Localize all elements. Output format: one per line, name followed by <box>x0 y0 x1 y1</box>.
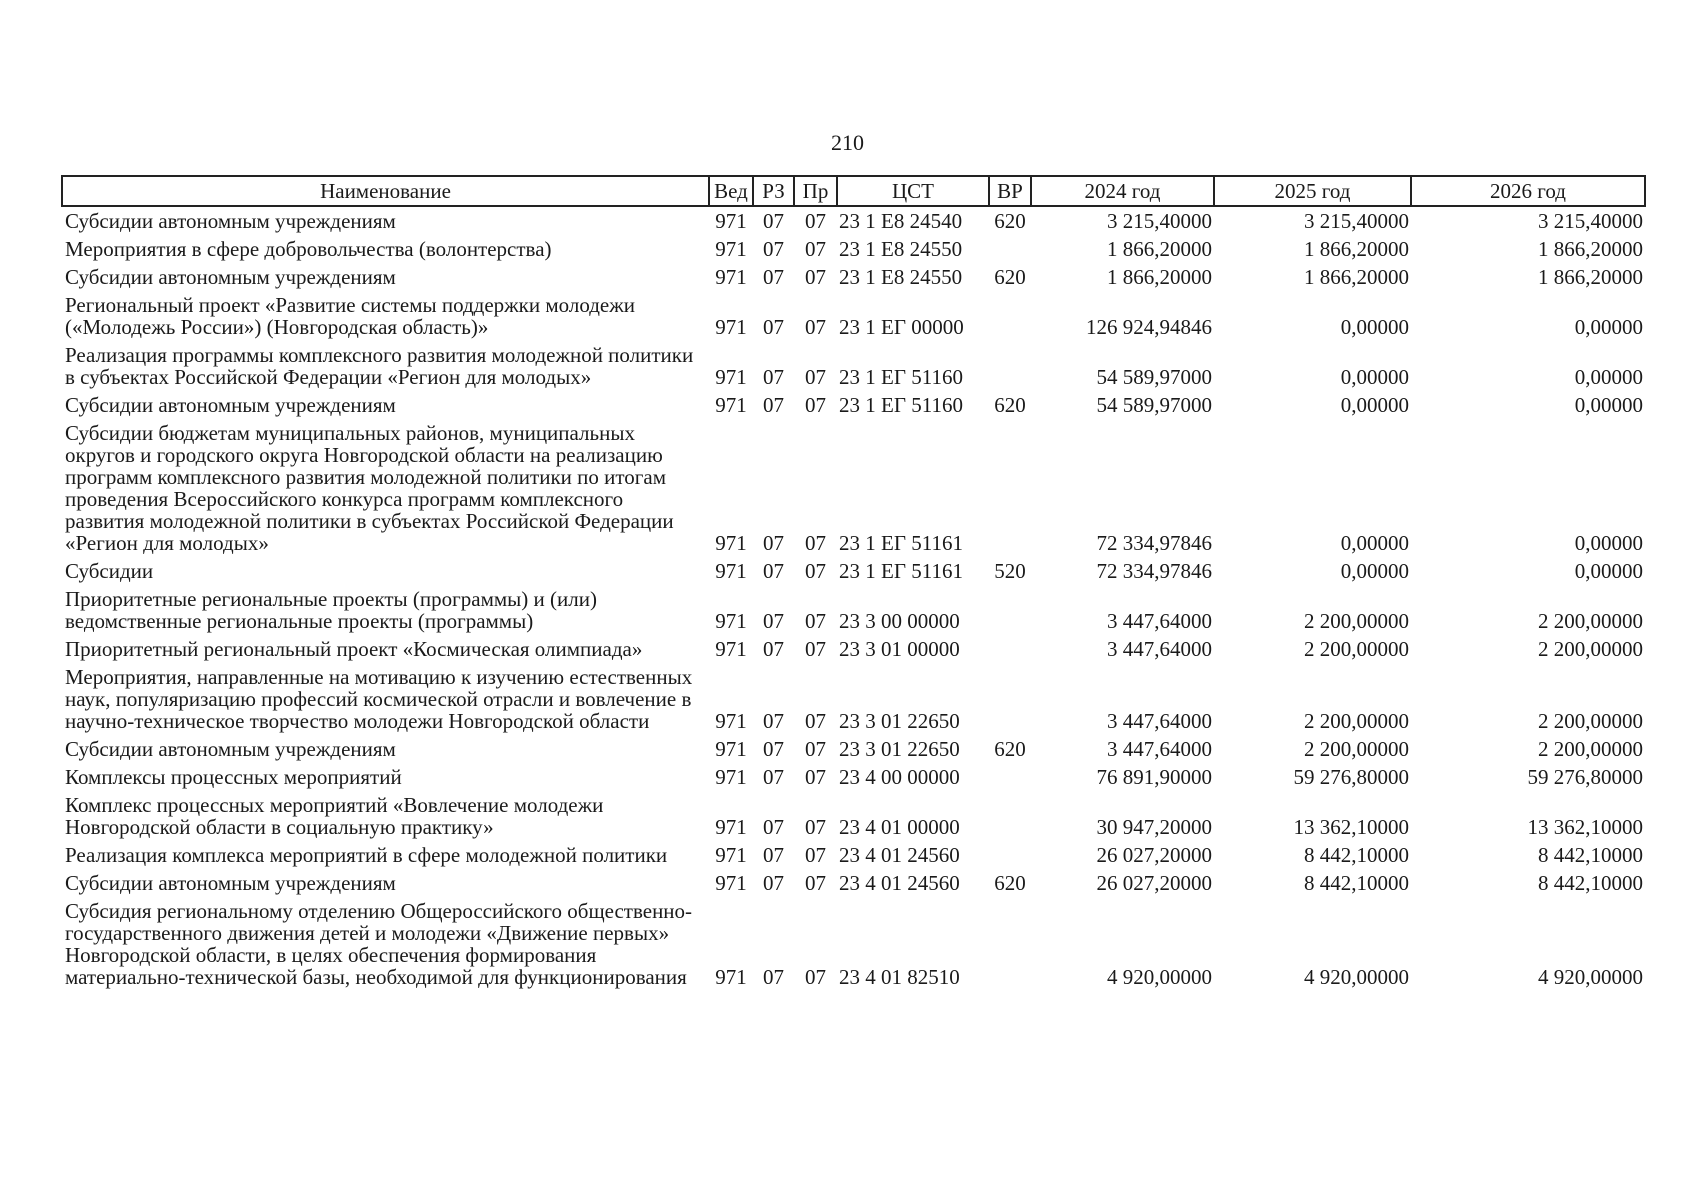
row-pr: 07 <box>805 637 826 661</box>
row-ved: 971 <box>715 237 747 261</box>
row-amount-2024: 3 215,40000 <box>1107 209 1212 233</box>
row-pr: 07 <box>805 815 826 839</box>
row-vr <box>989 791 1031 841</box>
table-row <box>62 735 1645 763</box>
row-vr: 620 <box>994 265 1026 289</box>
row-amount-2026: 4 920,00000 <box>1538 965 1643 989</box>
row-ved: 971 <box>715 315 747 339</box>
row-pr: 07 <box>805 365 826 389</box>
row-name: Субсидии автономным учреждениям <box>65 265 396 289</box>
row-cst: 23 3 01 00000 <box>839 637 960 661</box>
row-amount-2026: 3 215,40000 <box>1538 209 1643 233</box>
row-vr <box>989 663 1031 735</box>
row-vr <box>989 291 1031 341</box>
row-amount-2025: 2 200,00000 <box>1304 737 1409 761</box>
row-pr: 07 <box>805 965 826 989</box>
row-name: Мероприятия в сфере добровольчества (волонтерства) <box>65 237 552 261</box>
header-cst: ЦСТ <box>837 176 989 206</box>
row-cst: 23 4 01 24560 <box>839 871 960 895</box>
table-row <box>62 557 1645 585</box>
header-row <box>62 176 1645 206</box>
row-pr: 07 <box>805 559 826 583</box>
row-name: Региональный проект «Развитие системы поддержки молодежи («Молодежь России») (Новгородская область)» <box>65 293 636 339</box>
row-amount-2024: 30 947,20000 <box>1096 815 1212 839</box>
row-rz: 07 <box>763 843 784 867</box>
row-amount-2024: 4 920,00000 <box>1107 965 1212 989</box>
row-amount-2024: 3 447,64000 <box>1107 637 1212 661</box>
row-ved: 971 <box>715 559 747 583</box>
row-amount-2024: 54 589,97000 <box>1096 393 1212 417</box>
row-cst: 23 3 00 00000 <box>839 609 960 633</box>
header-name: Наименование <box>62 176 709 206</box>
row-amount-2026: 0,00000 <box>1574 559 1643 583</box>
row-amount-2026: 2 200,00000 <box>1538 737 1643 761</box>
row-amount-2025: 1 866,20000 <box>1304 237 1409 261</box>
row-ved: 971 <box>715 843 747 867</box>
row-rz: 07 <box>763 265 784 289</box>
row-amount-2024: 1 866,20000 <box>1107 237 1212 261</box>
row-cst: 23 4 00 00000 <box>839 765 960 789</box>
table-row <box>62 791 1645 841</box>
row-vr: 620 <box>994 209 1026 233</box>
row-amount-2024: 26 027,20000 <box>1096 871 1212 895</box>
header-2025: 2025 год <box>1214 176 1411 206</box>
row-vr: 620 <box>994 737 1026 761</box>
table-row <box>62 291 1645 341</box>
table-row <box>62 841 1645 869</box>
row-rz: 07 <box>763 637 784 661</box>
row-cst: 23 4 01 82510 <box>839 965 960 989</box>
row-vr <box>989 585 1031 635</box>
row-amount-2026: 2 200,00000 <box>1538 609 1643 633</box>
budget-table <box>61 175 1646 991</box>
row-rz: 07 <box>763 315 784 339</box>
table-row <box>62 419 1645 557</box>
row-rz: 07 <box>763 709 784 733</box>
row-amount-2026: 8 442,10000 <box>1538 843 1643 867</box>
row-name: Приоритетный региональный проект «Космическая олимпиада» <box>65 637 643 661</box>
row-amount-2026: 13 362,10000 <box>1527 815 1643 839</box>
row-vr <box>989 419 1031 557</box>
row-rz: 07 <box>763 609 784 633</box>
row-cst: 23 1 Е8 24540 <box>839 209 963 233</box>
row-name: Субсидии автономным учреждениям <box>65 393 396 417</box>
row-amount-2025: 8 442,10000 <box>1304 843 1409 867</box>
row-amount-2026: 8 442,10000 <box>1538 871 1643 895</box>
row-amount-2026: 0,00000 <box>1574 315 1643 339</box>
table-row <box>62 897 1645 991</box>
row-pr: 07 <box>805 393 826 417</box>
row-amount-2024: 3 447,64000 <box>1107 609 1212 633</box>
row-ved: 971 <box>715 265 747 289</box>
row-rz: 07 <box>763 393 784 417</box>
row-cst: 23 3 01 22650 <box>839 709 960 733</box>
row-amount-2024: 3 447,64000 <box>1107 709 1212 733</box>
row-rz: 07 <box>763 737 784 761</box>
row-vr <box>989 635 1031 663</box>
row-vr: 620 <box>994 393 1026 417</box>
table-body <box>62 206 1645 991</box>
row-rz: 07 <box>763 815 784 839</box>
row-amount-2026: 2 200,00000 <box>1538 709 1643 733</box>
row-pr: 07 <box>805 237 826 261</box>
row-vr <box>989 235 1031 263</box>
row-name: Субсидия региональному отделению Общероссийского общественно-государственного движения детей и молодежи «Движение первых» Новгородской области, в целях обеспечения формирования материально-технической базы, необходимой для функционирования <box>65 899 693 989</box>
row-pr: 07 <box>805 709 826 733</box>
row-ved: 971 <box>715 709 747 733</box>
row-amount-2024: 26 027,20000 <box>1096 843 1212 867</box>
row-rz: 07 <box>763 965 784 989</box>
header-2026: 2026 год <box>1411 176 1645 206</box>
header-pr: Пр <box>794 176 837 206</box>
row-ved: 971 <box>715 737 747 761</box>
table-row <box>62 391 1645 419</box>
row-pr: 07 <box>805 531 826 555</box>
row-amount-2025: 0,00000 <box>1340 559 1409 583</box>
row-ved: 971 <box>715 393 747 417</box>
row-pr: 07 <box>805 265 826 289</box>
page-number: 210 <box>831 130 864 155</box>
row-cst: 23 4 01 00000 <box>839 815 960 839</box>
row-rz: 07 <box>763 237 784 261</box>
row-amount-2026: 1 866,20000 <box>1538 265 1643 289</box>
row-pr: 07 <box>805 737 826 761</box>
row-amount-2024: 54 589,97000 <box>1096 365 1212 389</box>
row-pr: 07 <box>805 843 826 867</box>
row-vr: 620 <box>994 871 1026 895</box>
row-name: Реализация программы комплексного развития молодежной политики в субъектах Российской Федерации «Регион для молодых» <box>65 343 694 389</box>
table-row <box>62 263 1645 291</box>
table-row <box>62 763 1645 791</box>
row-amount-2024: 76 891,90000 <box>1096 765 1212 789</box>
row-ved: 971 <box>715 765 747 789</box>
row-vr <box>989 341 1031 391</box>
row-name: Комплекс процессных мероприятий «Вовлечение молодежи Новгородской области в социальную практику» <box>65 793 604 839</box>
row-ved: 971 <box>715 609 747 633</box>
row-rz: 07 <box>763 765 784 789</box>
row-amount-2025: 3 215,40000 <box>1304 209 1409 233</box>
row-amount-2025: 2 200,00000 <box>1304 709 1409 733</box>
row-name: Субсидии бюджетам муниципальных районов, муниципальных округов и городского округа Новгородской области на реализацию программ комплексного развития молодежной политики по итогам проведения Всероссийского конкурса программ комплексного развития молодежной политики в субъектах Российской Федерации «Регион для молодых» <box>65 421 674 555</box>
row-amount-2025: 0,00000 <box>1340 531 1409 555</box>
row-amount-2025: 2 200,00000 <box>1304 609 1409 633</box>
row-cst: 23 3 01 22650 <box>839 737 960 761</box>
row-name: Субсидии автономным учреждениям <box>65 209 396 233</box>
row-pr: 07 <box>805 209 826 233</box>
row-vr <box>989 897 1031 991</box>
table-header <box>62 176 1645 206</box>
row-ved: 971 <box>715 815 747 839</box>
row-cst: 23 1 ЕГ 51161 <box>839 559 963 583</box>
row-amount-2025: 4 920,00000 <box>1304 965 1409 989</box>
row-cst: 23 1 ЕГ 00000 <box>839 315 964 339</box>
row-rz: 07 <box>763 559 784 583</box>
row-rz: 07 <box>763 531 784 555</box>
row-amount-2025: 0,00000 <box>1340 393 1409 417</box>
row-amount-2026: 0,00000 <box>1574 531 1643 555</box>
row-amount-2025: 2 200,00000 <box>1304 637 1409 661</box>
row-amount-2025: 1 866,20000 <box>1304 265 1409 289</box>
row-name: Субсидии автономным учреждениям <box>65 737 396 761</box>
row-amount-2024: 72 334,97846 <box>1096 559 1212 583</box>
row-amount-2025: 59 276,80000 <box>1293 765 1409 789</box>
row-ved: 971 <box>715 965 747 989</box>
table-row <box>62 585 1645 635</box>
header-ved: Вед <box>709 176 753 206</box>
row-amount-2025: 0,00000 <box>1340 315 1409 339</box>
row-pr: 07 <box>805 609 826 633</box>
row-ved: 971 <box>715 365 747 389</box>
row-amount-2024: 3 447,64000 <box>1107 737 1212 761</box>
table-row <box>62 235 1645 263</box>
row-amount-2024: 126 924,94846 <box>1086 315 1212 339</box>
row-ved: 971 <box>715 531 747 555</box>
row-pr: 07 <box>805 765 826 789</box>
row-name: Субсидии <box>65 559 154 583</box>
row-pr: 07 <box>805 871 826 895</box>
table-row <box>62 341 1645 391</box>
row-cst: 23 1 ЕГ 51160 <box>839 393 963 417</box>
row-cst: 23 1 ЕГ 51161 <box>839 531 963 555</box>
row-pr: 07 <box>805 315 826 339</box>
row-rz: 07 <box>763 365 784 389</box>
row-rz: 07 <box>763 871 784 895</box>
row-name: Приоритетные региональные проекты (программы) и (или) ведомственные региональные проекты (программы) <box>65 587 597 633</box>
row-name: Субсидии автономным учреждениям <box>65 871 396 895</box>
row-cst: 23 1 ЕГ 51160 <box>839 365 963 389</box>
row-name: Комплексы процессных мероприятий <box>65 765 402 789</box>
header-vr: ВР <box>989 176 1031 206</box>
header-2024: 2024 год <box>1031 176 1214 206</box>
row-cst: 23 4 01 24560 <box>839 843 960 867</box>
table-row <box>62 663 1645 735</box>
table-row <box>62 635 1645 663</box>
row-amount-2026: 59 276,80000 <box>1527 765 1643 789</box>
row-ved: 971 <box>715 209 747 233</box>
row-amount-2024: 1 866,20000 <box>1107 265 1212 289</box>
row-amount-2025: 13 362,10000 <box>1293 815 1409 839</box>
header-rz: РЗ <box>753 176 794 206</box>
row-vr <box>989 841 1031 869</box>
row-cst: 23 1 Е8 24550 <box>839 237 963 261</box>
row-amount-2026: 2 200,00000 <box>1538 637 1643 661</box>
row-rz: 07 <box>763 209 784 233</box>
table-row <box>62 206 1645 235</box>
row-name: Реализация комплекса мероприятий в сфере молодежной политики <box>65 843 668 867</box>
row-amount-2025: 0,00000 <box>1340 365 1409 389</box>
row-cst: 23 1 Е8 24550 <box>839 265 963 289</box>
row-ved: 971 <box>715 637 747 661</box>
row-amount-2026: 0,00000 <box>1574 393 1643 417</box>
row-amount-2025: 8 442,10000 <box>1304 871 1409 895</box>
row-ved: 971 <box>715 871 747 895</box>
row-vr <box>989 763 1031 791</box>
row-amount-2024: 72 334,97846 <box>1096 531 1212 555</box>
row-amount-2026: 0,00000 <box>1574 365 1643 389</box>
table-row <box>62 869 1645 897</box>
row-vr: 520 <box>994 559 1026 583</box>
row-amount-2026: 1 866,20000 <box>1538 237 1643 261</box>
row-name: Мероприятия, направленные на мотивацию к изучению естественных наук, популяризацию профессий космической отрасли и вовлечение в научно-техническое творчество молодежи Новгородской области <box>65 665 693 733</box>
